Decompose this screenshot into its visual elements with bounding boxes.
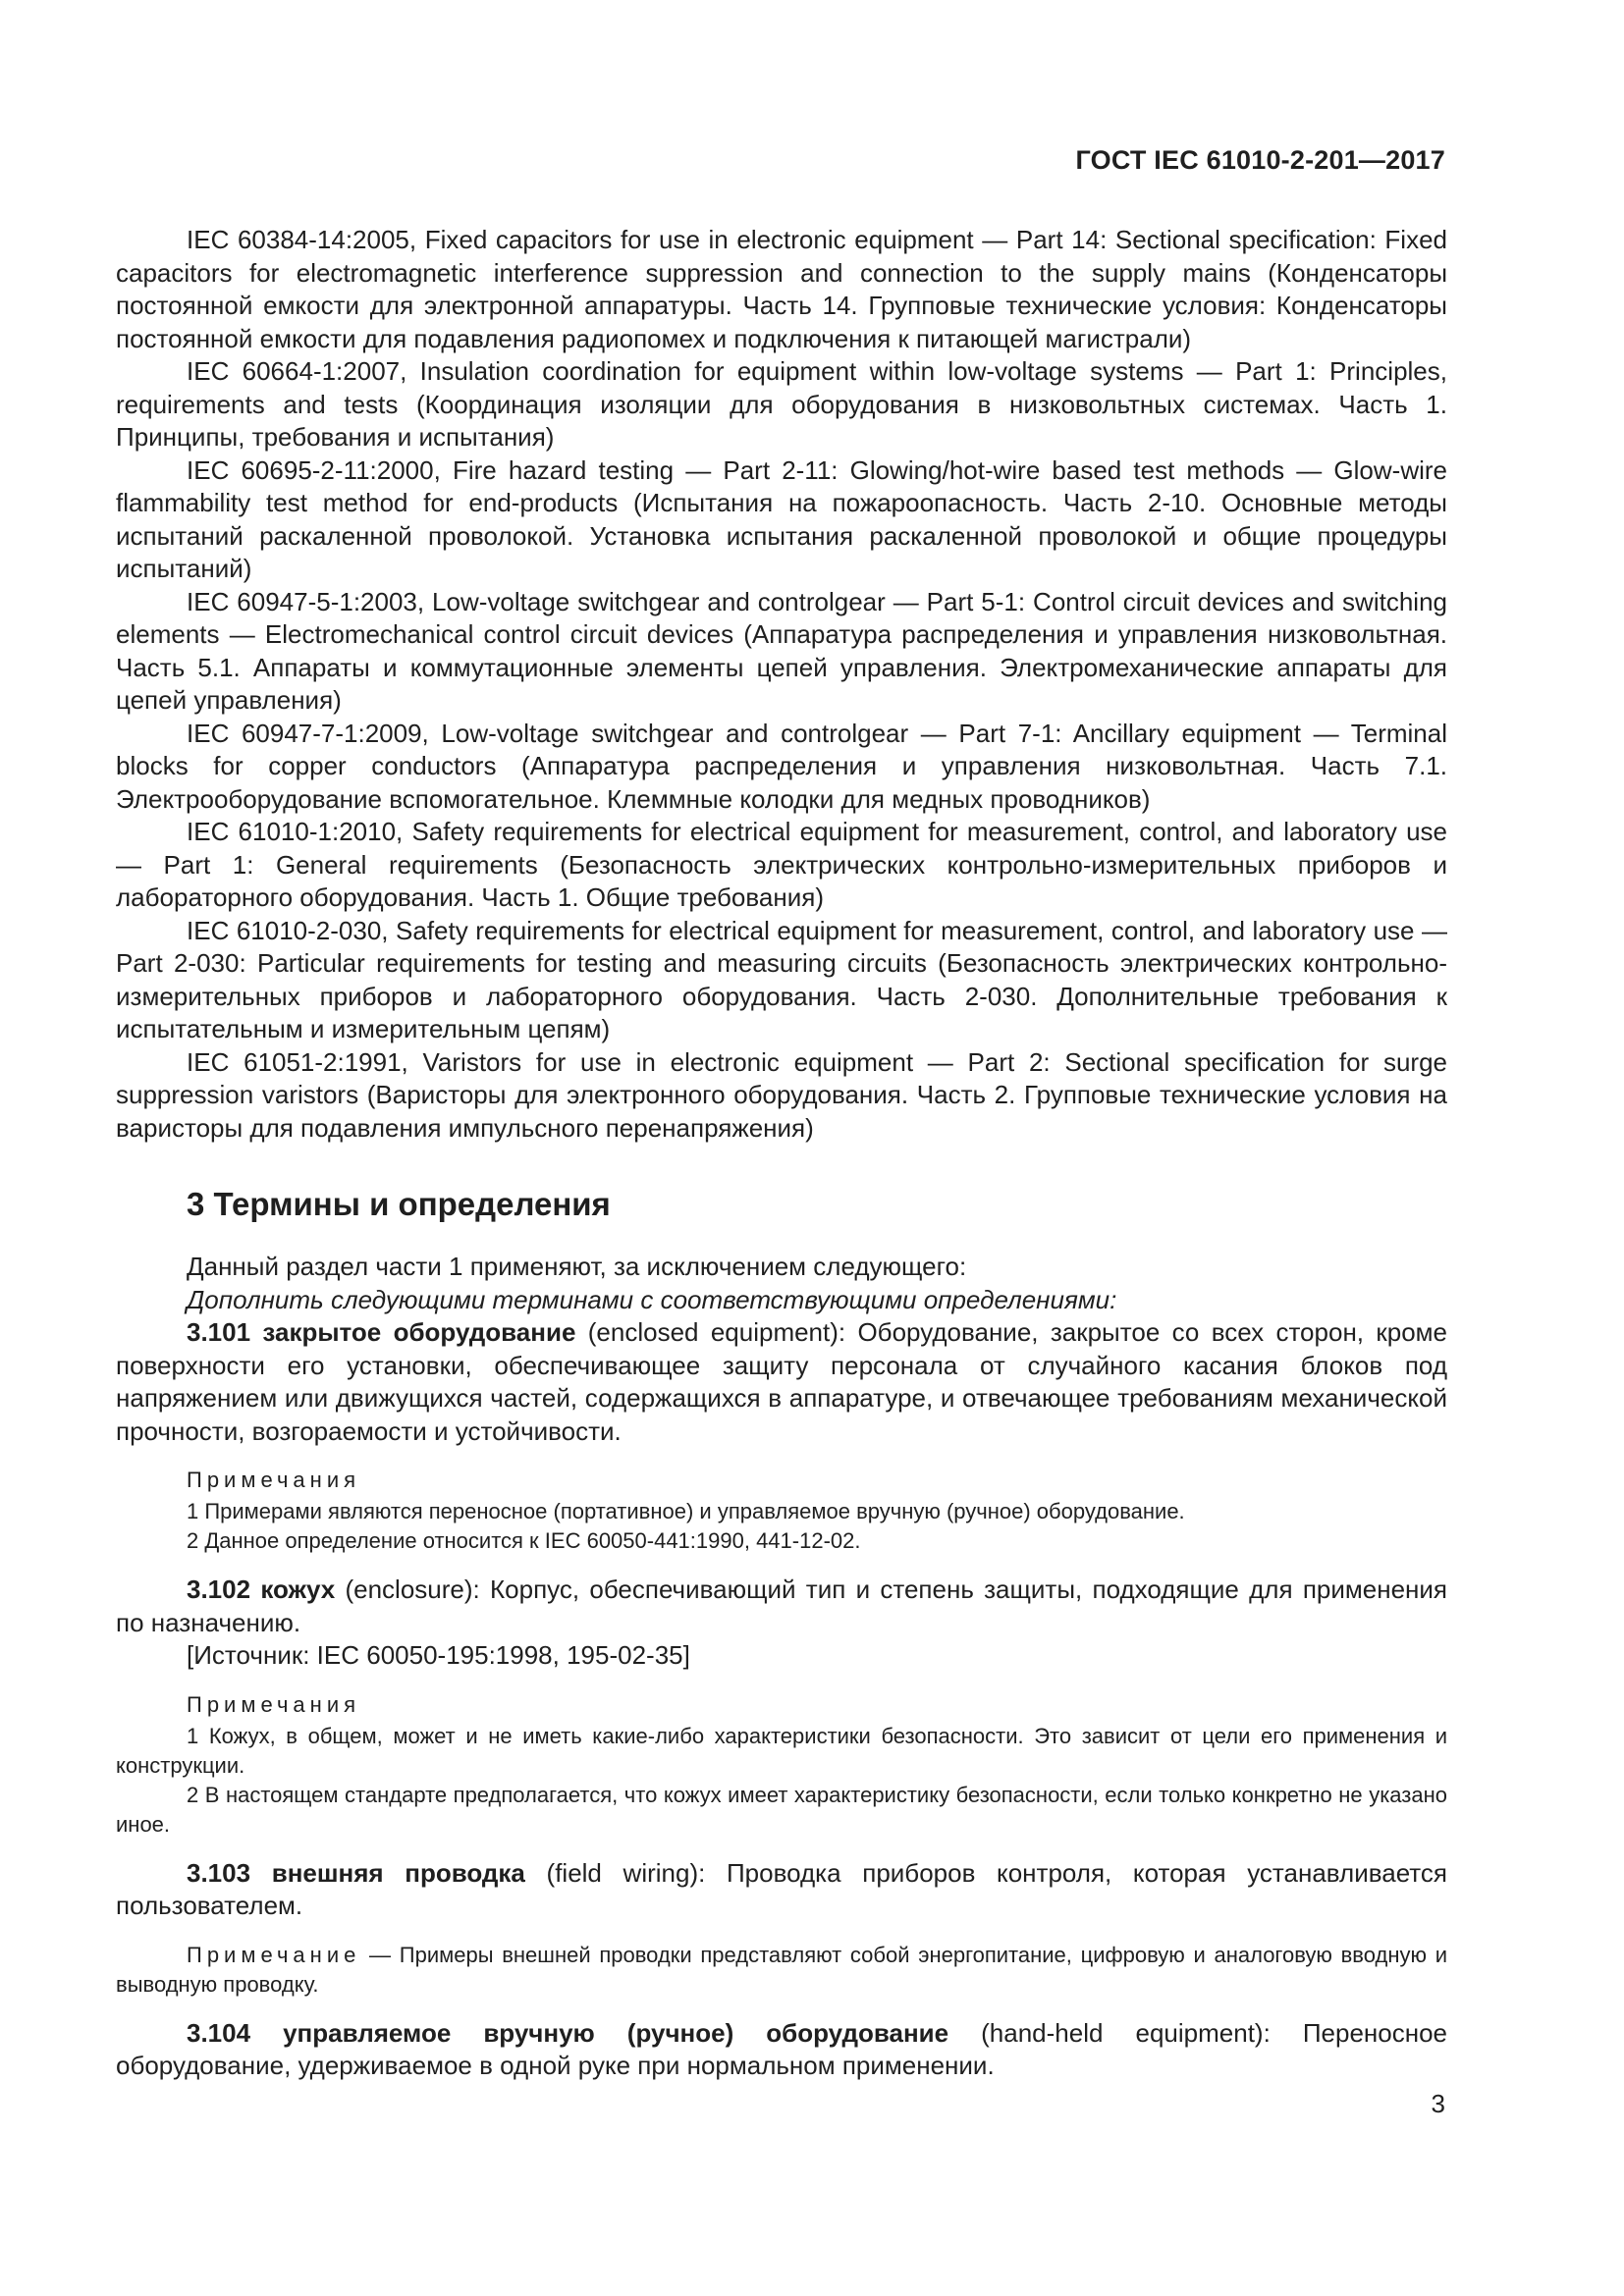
term-label: 3.103 внешняя проводка xyxy=(187,1857,525,1888)
note-item: 2 В настоящем стандарте предполагается, что кожух имеет характеристику безопасности, если только конкретно не указано иное. xyxy=(116,1782,1447,1837)
reference-item: IEC 60947-5-1:2003, Low-voltage switchgear and controlgear — Part 5-1: Control circuit devices and switching elements — Electromechanical control circuit devices (Аппаратура распределения и управления низковольтная. Часть 5.1. Аппараты и коммутационные элементы цепей управления. Электромеханические аппараты для цепей управления) xyxy=(116,586,1447,715)
definition-3-103 xyxy=(116,1857,1447,1923)
term-label: 3.104 управляемое вручную (ручное) оборудование xyxy=(187,2017,949,2048)
references-list xyxy=(116,224,1447,1145)
definition-3-102 xyxy=(116,1574,1447,1639)
reference-item: IEC 60664-1:2007, Insulation coordination for equipment within low-voltage systems — Part 1: Principles, requirements and tests (Координация изоляции для оборудования в низковольтных системах. Часть 1. Принципы, требования и испытания) xyxy=(116,356,1447,452)
term-label: 3.102 кожух xyxy=(187,1575,336,1604)
reference-item: IEC 61010-1:2010, Safety requirements for electrical equipment for measurement, control, and laboratory use — Part 1: General requirements (Безопасность электрических контрольно-измерительных приборов и лабораторного оборудования. Часть 1. Общие требования) xyxy=(116,817,1447,912)
definition-text: (enclosed equipment): Оборудование, закрытое со всех сторон, кроме поверхности его установки, обеспечивающее защиту персонала от случайного касания блоков под напряжением или движущихся частей, содержащихся в аппаратуре, и отвечающее требованиям механической прочности, возгораемости и устойчивости. xyxy=(116,1317,1447,1446)
note-item: 2 Данное определение относится к IEC 60050-441:1990, 441-12-02. xyxy=(187,1528,861,1553)
term-label: 3.101 закрытое оборудование xyxy=(187,1317,576,1347)
notes-heading: Примечания xyxy=(187,1691,361,1717)
section-intro: Данный раздел части 1 применяют, за исключением следующего: xyxy=(187,1252,967,1281)
page-number: 3 xyxy=(1431,2089,1445,2118)
page-content xyxy=(116,224,1447,2083)
note-label: Примечание xyxy=(187,1942,361,1967)
section-intro-italic: Дополнить следующими терминами с соответствующими определениями: xyxy=(187,1284,1117,1314)
note-single xyxy=(116,1941,1447,2000)
reference-item: IEC 61010-2-030, Safety requirements for electrical equipment for measurement, control, and laboratory use — Part 2-030: Particular requirements for testing and measuring circuits (Безопасность электрических контрольно-измерительных приборов и лабораторного оборудования. Часть 2-030. Дополнительные требования к испытательным и измерительным цепям) xyxy=(116,915,1447,1043)
note-text: — Примеры внешней проводки представляют собой энергопитание, цифровую и аналоговую вводную и выводную проводку. xyxy=(116,1942,1447,1997)
definition-text: (enclosure): Корпус, обеспечивающий тип и степень защиты, подходящие для применения по назначению. xyxy=(116,1575,1447,1637)
note-item: 1 Примерами являются переносное (портативное) и управляемое вручную (ручное) оборудование. xyxy=(187,1499,1185,1523)
definition-text: (field wiring): Проводка приборов контроля, которая устанавливается пользователем. xyxy=(116,1857,1447,1920)
reference-item: IEC 60947-7-1:2009, Low-voltage switchgear and controlgear — Part 7-1: Ancillary equipment — Terminal blocks for copper conductors (Аппаратура распределения и управления низковольтная. Часть 7.1. Электрооборудование вспомогательное. Клеммные колодки для медных проводников) xyxy=(116,718,1447,814)
definition-3-101 xyxy=(116,1316,1447,1448)
notes-heading: Примечания xyxy=(187,1468,361,1492)
section-title: 3 Термины и определения xyxy=(187,1186,611,1222)
reference-item: IEC 60384-14:2005, Fixed capacitors for use in electronic equipment — Part 14: Sectional specification: Fixed capacitors for electromagnetic interference suppression and connection to the supply mains (Конденсаторы постоянной емкости для электронной аппаратуры. Часть 14. Групповые технические условия: Конденсаторы постоянной емкости для подавления радиопомех и подключения к питающей магистрали) xyxy=(116,225,1447,353)
reference-item: IEC 60695-2-11:2000, Fire hazard testing — Part 2-11: Glowing/hot-wire based test methods — Glow-wire flammability test method for end-products (Испытания на пожароопасность. Часть 2-10. Основные методы испытаний раскаленной проволокой. Установка испытания раскаленной проволокой и общие процедуры испытаний) xyxy=(116,454,1447,583)
definition-text: (hand-held equipment): Переносное оборудование, удерживаемое в одной руке при нормальном применении. xyxy=(116,2017,1447,2080)
reference-item: IEC 61051-2:1991, Varistors for use in electronic equipment — Part 2: Sectional specification for surge suppression varistors (Варисторы для электронного оборудования. Часть 2. Групповые технические условия на варисторы для подавления импульсного перенапряжения) xyxy=(116,1046,1447,1143)
definition-3-104 xyxy=(116,2017,1447,2083)
standard-header: ГОСТ IEC 61010-2-201—2017 xyxy=(1075,145,1445,175)
note-item: 1 Кожух, в общем, может и не иметь какие-либо характеристики безопасности. Это зависит от цели его применения и конструкции. xyxy=(116,1723,1447,1778)
definition-source: [Источник: IEC 60050-195:1998, 195-02-35] xyxy=(187,1640,690,1670)
